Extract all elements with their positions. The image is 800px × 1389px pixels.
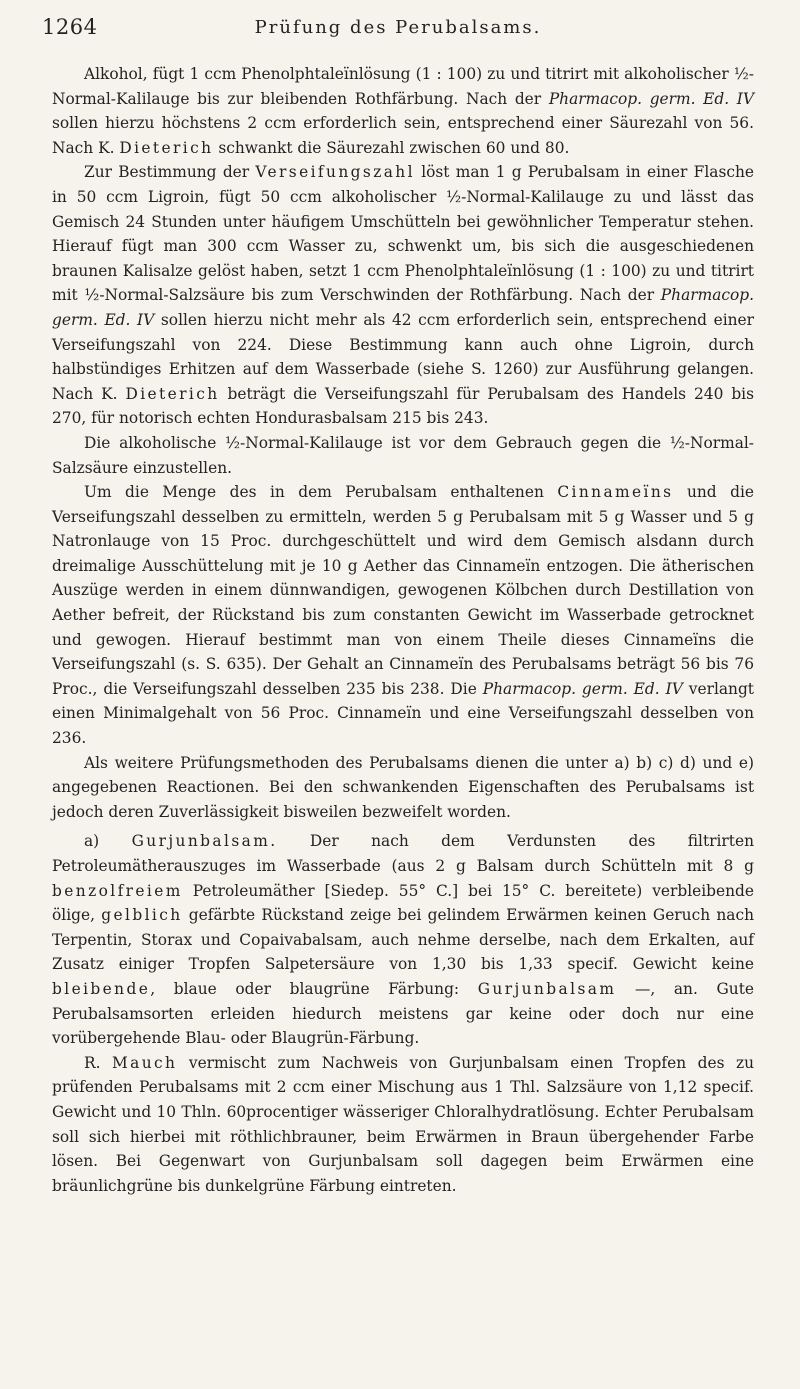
paragraph-calibration (52, 431, 754, 480)
text-run: löst man 1 g Perubalsam in einer Flasche in 50 ccm Ligroin, fügt 50 ccm alkoholischer ½-Normal-Kalilauge zu und lässt das Gemisch 24 Stunden unter häufigem Umschütteln bei gewöhnlicher Temperatur stehen. Hierauf fügt man 300 ccm Wasser zu, schwenkt um, bis sich die ausgeschiedenen braunen Kalisalze gelöst haben, setzt 1 ccm Phenolphtaleïnlösung (1 : 100) zu und titrirt mit ½-Normal-Salzsäure bis zum Verschwinden der Rothfärbung. Nach der (52, 163, 754, 305)
text-run: Um die Menge des in dem Perubalsam enthaltenen (84, 483, 558, 502)
running-title: Prüfung des Perubalsams. (254, 17, 542, 38)
text-run: Zur Bestimmung der (84, 163, 256, 182)
text-run: Als weitere Prüfungsmethoden des Perubalsams dienen die unter a) b) c) d) und e) angegebenen Reactionen. Bei den schwankenden Eigenschaften des Perubalsams ist jedoch deren Zuverlässigkeit bisweilen bezweifelt worden. (52, 753, 754, 821)
text-run: beträgt die Verseifungszahl für Perubalsam des Handels 240 bis 270, für notorisch echten Hondurasbalsam 215 bis 243. (52, 384, 754, 428)
spaced-emphasis: Verseifungszahl (255, 163, 415, 182)
text-run: Alkohol, fügt 1 ccm Phenolphtaleïnlösung (1 : 100) zu und titrirt mit alkoholischer ½-Normal-Kalilauge bis zur bleibenden Rothfärbung. Nach der (52, 65, 754, 108)
text-run: Die alkoholische ½-Normal-Kalilauge ist vor dem Gebrauch gegen die ½-Normal-Salzsäure einzustellen. (52, 433, 754, 477)
italic-reference: Pharmacop. germ. Ed. IV (52, 286, 754, 329)
spaced-emphasis: Dieterich (119, 138, 214, 157)
text-run: —, an. Gute Perubalsamsorten erleiden hiedurch meistens gar keine oder doch nur eine vorübergehende Blau- oder Blaugrün-Färbung. (52, 979, 754, 1048)
page-header (42, 15, 754, 45)
text-run: vermischt zum Nachweis von Gurjunbalsam einen Tropfen des zu prüfenden Perubalsams mit 2 ccm einer Mischung aus 1 Thl. Salzsäure von 1,12 specif. Gewicht und 10 Thln. 60procentiger wässeriger Chloralhydratlösung. Echter Perubalsam soll sich hierbei mit röthlichbrauner, beim Erwärmen in Braun übergehender Farbe lösen. Bei Gegenwart von Gurjunbalsam soll dagegen beim Erwärmen eine bräunlichgrüne bis dunkelgrüne Färbung eintreten. (52, 1053, 754, 1195)
paragraph-saponification-number (52, 160, 754, 431)
italic-reference: Pharmacop. germ. Ed. IV (548, 89, 754, 108)
spaced-emphasis: Cinnameïns (557, 483, 674, 502)
body-text (52, 62, 754, 1198)
spaced-emphasis: benzolfreiem (52, 881, 183, 900)
text-run: sollen hierzu nicht mehr als 42 ccm erforderlich sein, entsprechend einer Verseifungszahl von 224. Diese Bestimmung kann auch ohne Ligroin, durch halbstündiges Erhitzen auf dem Wasserbade (siehe S. 1260) zur Ausführung gelangen. Nach K. (52, 310, 755, 403)
paragraph-cinnamein (52, 480, 754, 751)
spaced-emphasis: Mauch (111, 1053, 178, 1072)
text-run: und die Verseifungszahl desselben zu ermitteln, werden 5 g Perubalsam mit 5 g Wasser und 5 g Natronlauge von 15 Proc. durchgeschüttelt und wird dem Gemisch alsdann durch dreimalige Ausschüttelung mit je 10 g Aether das Cinnameïn entzogen. Die ätherischen Auszüge werden in einem dünnwandigen, gewogenen Kölbchen durch Destillation von Aether befreit, der Rückstand bis zum constanten Gewicht im Wasserbade getrocknet und gewogen. Hierauf bestimmt man von einem Theile dieses Cinnameïns die Verseifungszahl (s. S. 635). Der Gehalt an Cinnameïn des Perubalsams beträgt 56 bis 76 Proc., die Verseifungszahl desselben 235 bis 238. Die (52, 483, 754, 698)
text-run: schwankt die Säurezahl zwischen 60 und 80. (213, 138, 570, 157)
spaced-emphasis: gelblich (101, 906, 183, 925)
paragraph-acid-number (52, 62, 754, 160)
paragraph-mauch-test (52, 1051, 754, 1199)
text-run: sollen hierzu höchstens 2 ccm erforderlich sein, entsprechend einer Säurezahl von 56. Nach K. (52, 114, 754, 157)
text-run: verlangt einen Minimalgehalt von 56 Proc. Cinnameïn und eine Verseifungszahl desselben von 236. (52, 679, 754, 748)
text-run: gefärbte Rückstand zeige bei gelindem Erwärmen keinen Geruch nach Terpentin, Storax und Copaivabalsam, auch nehme derselbe, nach dem Erkalten, auf Zusatz einiger Tropfen Salpetersäure von 1,30 bis 1,33 specif. Gewicht keine (52, 906, 754, 974)
paragraph-gurjun-balsam (52, 829, 754, 1050)
text-run: Petroleumäther [Siedep. 55° C.] bei 15° C. bereitete) verbleibende ölige, (52, 881, 754, 925)
page-number: 1264 (42, 15, 98, 39)
spaced-emphasis: Dieterich (125, 384, 220, 403)
spaced-emphasis: Gurjunbalsam. (131, 832, 278, 851)
text-run: Der nach dem Verdunsten des filtrirten Petroleumätherauszuges im Wasserbade (aus 2 g Balsam durch Schütteln mit 8 g (52, 832, 754, 875)
paragraph-further-methods (52, 751, 754, 825)
spaced-emphasis: Gurjunbalsam (477, 979, 617, 998)
text-run: a) (84, 832, 132, 851)
italic-reference: Pharmacop. germ. Ed. IV (482, 679, 683, 698)
text-run: R. (84, 1053, 112, 1072)
spaced-emphasis: bleibende (52, 979, 151, 998)
text-run: , blaue oder blaugrüne Färbung: (150, 979, 478, 998)
